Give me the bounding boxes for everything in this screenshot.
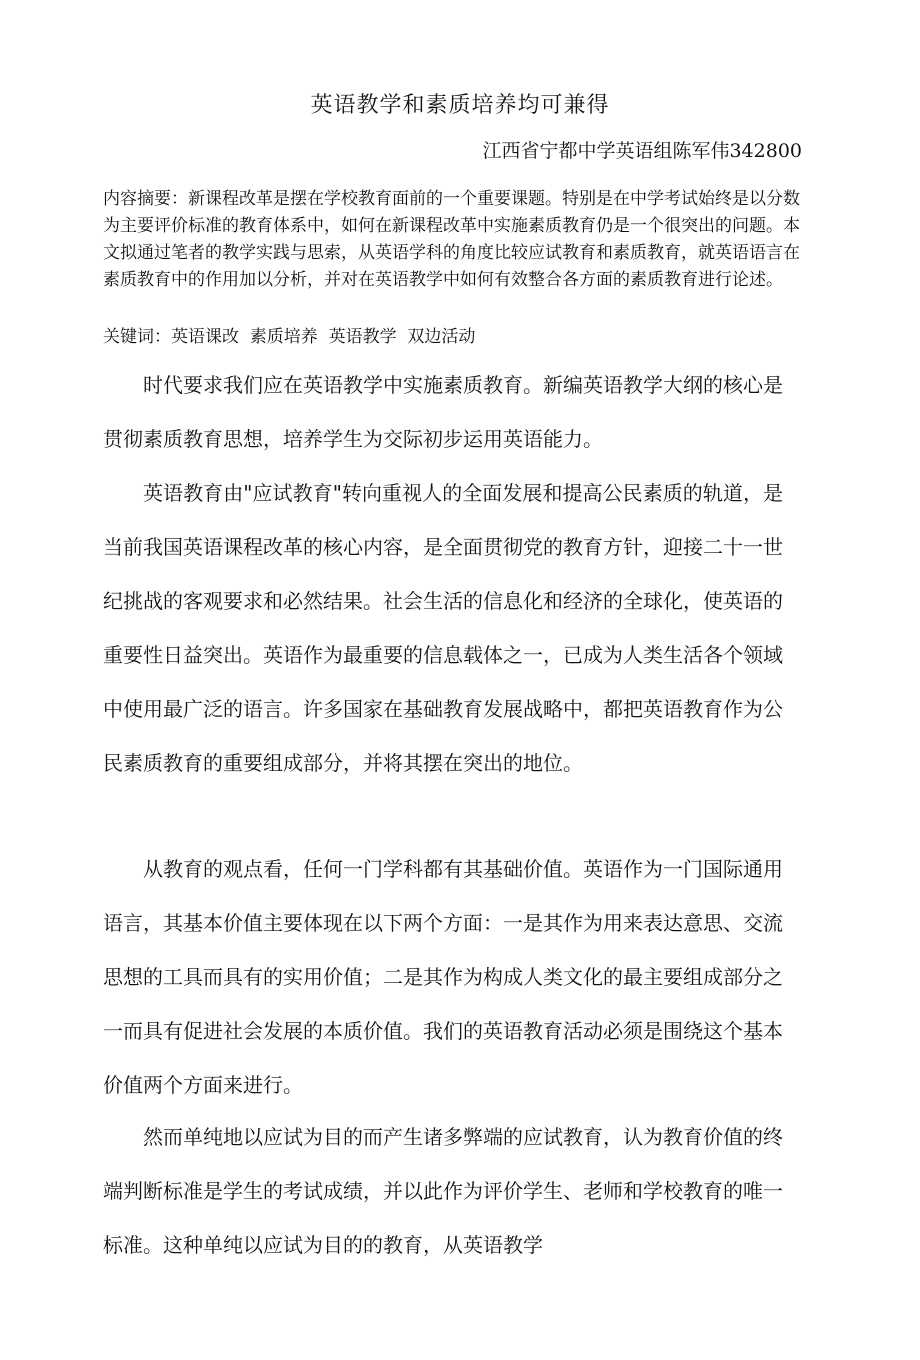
paragraph-1: 时代要求我们应在英语教学中实施素质教育。新编英语教学大纲的核心是贯彻素质教育思想，培养学生为交际初步运用英语能力。 bbox=[103, 373, 783, 451]
author-line: 江西省宁都中学英语组陈军伟342800 bbox=[482, 140, 802, 162]
document-title: 英语教学和素质培养均可兼得 bbox=[310, 93, 610, 118]
paragraph-3: 从教育的观点看，任何一门学科都有其基础价值。英语作为一门国际通用语言，其基本价值主要体现在以下两个方面：一是其作为用来表达意思、交流思想的工具而具有的实用价值；二是其作为构成人类文化的最主要组成部分之一而具有促进社会发展的本质价值。我们的英语教育活动必须是围绕这个基本价值两个方面来进行。 bbox=[103, 857, 783, 1097]
abstract: 内容摘要：新课程改革是摆在学校教育面前的一个重要课题。特别是在中学考试始终是以分数为主要评价标准的教育体系中，如何在新课程改革中实施素质教育仍是一个很突出的问题。本文拟通过笔者的教学实践与思索，从英语学科的角度比较应试教育和素质教育，就英语语言在素质教育中的作用加以分析，并对在英语教学中如何有效整合各方面的素质教育进行论述。 bbox=[103, 189, 800, 290]
keywords: 关键词：英语课改 素质培养 英语教学 双边活动 bbox=[103, 327, 476, 347]
paragraph-4: 然而单纯地以应试为目的而产生诸多弊端的应试教育，认为教育价值的终端判断标准是学生的考试成绩，并以此作为评价学生、老师和学校教育的唯一标准。这种单纯以应试为目的的教育，从英语教学 bbox=[103, 1125, 783, 1257]
paragraph-2: 英语教育由"应试教育"转向重视人的全面发展和提高公民素质的轨道，是当前我国英语课程改革的核心内容，是全面贯彻党的教育方针，迎接二十一世纪挑战的客观要求和必然结果。社会生活的信息化和经济的全球化，使英语的重要性日益突出。英语作为最重要的信息载体之一，已成为人类生活各个领域中使用最广泛的语言。许多国家在基础教育发展战略中，都把英语教育作为公民素质教育的重要组成部分，并将其摆在突出的地位。 bbox=[103, 481, 783, 775]
